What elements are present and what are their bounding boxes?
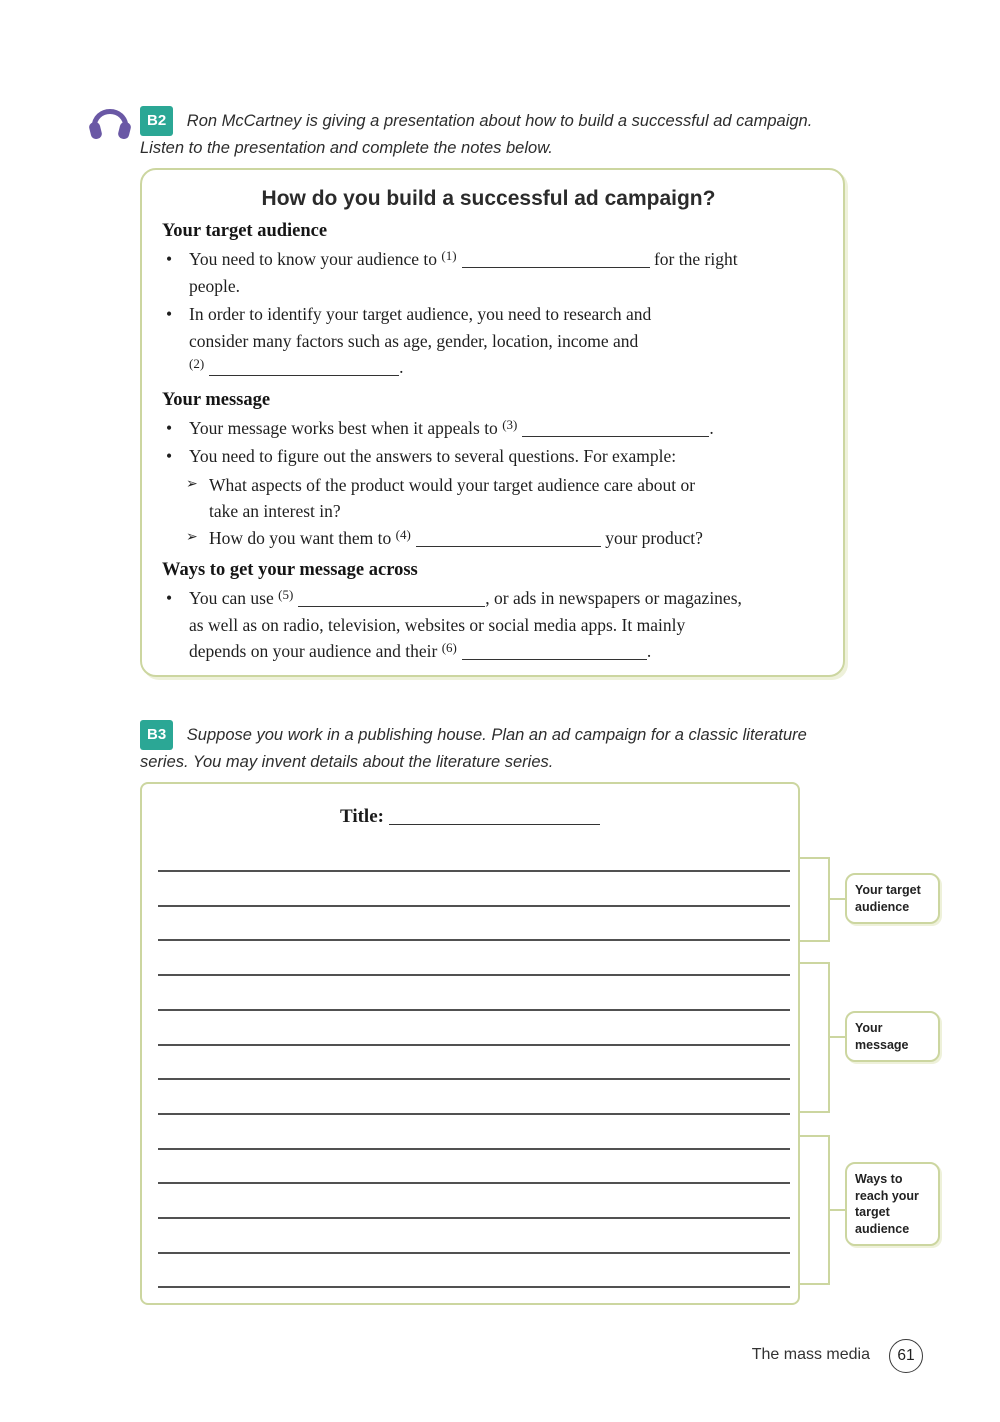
writing-line: [158, 870, 790, 872]
writing-line: [158, 974, 790, 976]
b2-notes-box: [140, 168, 845, 677]
section-target-audience: [162, 221, 815, 381]
b2-instruction-line1: Ron McCartney is giving a presentation about how to build a successful ad campaign.: [186, 112, 813, 130]
bullet-dot-icon: •: [166, 588, 173, 608]
note-bullet: [162, 585, 815, 665]
section-your-message: [162, 390, 815, 552]
blank-number-marker: (2): [189, 356, 205, 371]
section-ways-message-across: [162, 560, 815, 665]
writing-line: [158, 1044, 790, 1046]
bracket-ways-to-reach: [800, 1135, 830, 1285]
side-label-your-message: Your message: [845, 1011, 940, 1062]
connector-ways-to-reach: [830, 1209, 845, 1211]
arrow-bullet-icon: ➢: [186, 476, 198, 492]
fill-in-blank: [298, 592, 485, 607]
fill-in-blank: [462, 645, 647, 660]
note-bullet: [162, 443, 815, 470]
connector-your-message: [830, 1036, 845, 1038]
fill-in-blank: [209, 361, 399, 376]
writing-line: [158, 1148, 790, 1150]
bullet-dot-icon: •: [166, 446, 173, 466]
page-number-badge: [889, 1339, 923, 1373]
writing-line: [158, 1252, 790, 1254]
writing-line: [158, 905, 790, 907]
fill-in-blank: [522, 422, 709, 437]
writing-line: [158, 1182, 790, 1184]
footer-section-title: The mass media: [751, 1346, 870, 1363]
bullet-text: In order to identify your target audience, you need to research and consider many factors such as age, gender, location, income and $^{(2)}$ .: [189, 304, 652, 377]
sub-bullet-text: How do you want them to $^{(4)}$ your product?: [209, 526, 703, 548]
writing-line: [158, 1217, 790, 1219]
side-label-ways-to-reach: Ways to reach your target audience: [845, 1162, 940, 1246]
writing-line: [158, 939, 790, 941]
blank-number-marker: (1): [441, 248, 457, 263]
b3-instruction-line1: Suppose you work in a publishing house. Plan an ad campaign for a classic literature: [186, 726, 807, 744]
note-sub-bullet: [186, 472, 815, 525]
bullet-text: You need to know your audience to $^{(1)}$ for the right people.: [189, 248, 738, 296]
bullet-text: You need to figure out the answers to several questions. For example:: [189, 446, 677, 466]
bracket-your-message: [800, 962, 830, 1113]
blank-number-marker: (3): [502, 416, 518, 432]
section-heading: Ways to get your message across: [162, 560, 418, 580]
fill-in-blank: [389, 810, 600, 825]
b2-badge: B2: [140, 106, 173, 136]
blank-number-marker: (6): [441, 640, 457, 655]
arrow-bullet-icon: ➢: [186, 529, 198, 545]
blank-number-marker: (5): [278, 587, 294, 602]
bullet-dot-icon: •: [166, 417, 173, 438]
notes-box-title: How do you build a successful ad campaign?: [261, 187, 716, 210]
b3-instruction-line2: series. You may invent details about the literature series.: [140, 753, 554, 771]
fill-in-blank: [416, 532, 601, 547]
note-bullet: [162, 246, 815, 299]
side-label-target-audience: Your target audience: [845, 873, 940, 924]
page-number: 61: [897, 1347, 915, 1364]
bullet-dot-icon: •: [166, 304, 173, 324]
b3-instruction: [140, 720, 860, 775]
section-heading: Your message: [162, 389, 271, 410]
writing-line: [158, 1009, 790, 1011]
writing-line: [158, 1078, 790, 1080]
b2-instruction-line2: Listen to the presentation and complete the notes below.: [140, 139, 553, 157]
blank-number-marker: (4): [395, 526, 411, 542]
bullet-text: Your message works best when it appeals to $^{(3)}$ .: [189, 416, 714, 438]
bullet-dot-icon: •: [166, 249, 173, 269]
b3-plan-box: [140, 782, 800, 1305]
connector-target-audience: [830, 898, 845, 900]
bullet-text: You can use $^{(5)}$ , or ads in newspapers or magazines, as well as on radio, television, websites or social media apps. It mainly depends on your audience and their $^{(6)}$ .: [189, 587, 742, 661]
writing-line: [158, 1286, 790, 1288]
b2-instruction: [140, 106, 860, 161]
plan-title-row: Title:: [142, 806, 798, 828]
section-heading: Your target audience: [162, 221, 328, 241]
note-bullet: [162, 301, 815, 381]
writing-line: [158, 1113, 790, 1115]
bracket-target-audience: [800, 857, 830, 942]
b3-badge: B3: [140, 720, 173, 750]
fill-in-blank: [462, 253, 650, 268]
sub-bullet-text: What aspects of the product would your target audience care about or take an interest in?: [209, 474, 696, 521]
note-sub-bullet: [186, 525, 815, 552]
note-bullet: [162, 415, 815, 442]
headphones-icon: [86, 96, 134, 144]
